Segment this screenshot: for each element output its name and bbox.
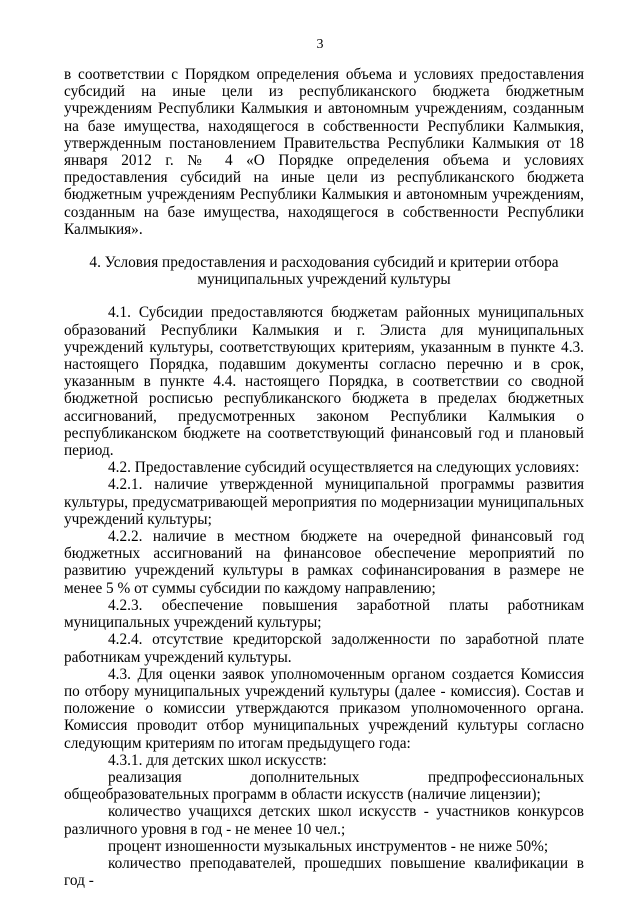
section-heading: [64, 254, 584, 288]
page-number: 3: [316, 37, 324, 52]
paragraph-4-1: 4.1. Субсидии предоставляются бюджетам районных муниципальных образований Республики Калмыкия и г. Элиста для муниципальных учреждений культуры, соответствующих критериям, указанным в пункте 4.3. настоящего Порядка, подавшим документы согласно перечню и в срок, указанным в пункте 4.4. настоящего Порядка, в соответствии со сводной бюджетной росписью республиканского бюджета в пределах бюджетных ассигнований, предусмотренных законом Республики Калмыкия о республиканском бюджете на соответствующий финансовый год и плановый период.: [64, 304, 584, 460]
section-heading-line-2: муниципальных учреждений культуры: [197, 271, 451, 289]
paragraph-intro: в соответствии с Порядком определения объема и условиях предоставления субсидий на иные цели из республиканского бюджета бюджетным учреждениям Республики Калмыкия и автономным учреждениям, созданным на базе имущества, находящегося в собственности Республики Калмыкия, утвержденным постановлением Правительства Республики Калмыкия от 18 января 2012 г. № 4 «О Порядке определения объема и условиях предоставления субсидий на иные цели из республиканского бюджета бюджетным учреждениям Республики Калмыкия и автономным учреждениям, созданным на базе имущества, находящегося в собственности Республики Калмыкия».: [64, 66, 584, 238]
paragraph-4-3: 4.3. Для оценки заявок уполномоченным органом создается Комиссия по отбору муниципальных учреждений культуры (далее - комиссия). Состав и положение о комиссии утверждаются приказом уполномоченного органа. Комиссия проводит отбор муниципальных учреждений культуры согласно следующим критериям по итогам предыдущего года:: [64, 665, 584, 752]
paragraph-4-2-2: 4.2.2. наличие в местном бюджете на очередной финансовый год бюджетных ассигнований на финансовое обеспечение мероприятий по развитию учреждений культуры в рамках софинансирования в размере не менее 5 % от суммы субсидии по каждому направлению;: [64, 528, 584, 597]
paragraph-4-3-1: 4.3.1. для детских школ искусств:: [108, 751, 327, 769]
criterion-programs: реализация дополнительных предпрофессиональных общеобразовательных программ в области искусств (наличие лицензии);: [64, 768, 584, 804]
criterion-competition-participants: количество учащихся детских школ искусств - участников конкурсов различного уровня в год - не менее 10 чел.;: [64, 803, 584, 838]
paragraph-4-2-1: 4.2.1. наличие утвержденной муниципальной программы развития культуры, предусматривающей мероприятия по модернизации муниципальных учреждений культуры;: [64, 476, 584, 528]
paragraph-4-2-4: 4.2.4. отсутствие кредиторской задолженности по заработной плате работникам учреждений культуры.: [64, 631, 584, 666]
section-heading-line-1: 4. Условия предоставления и расходования субсидий и критерии отбора: [89, 254, 559, 272]
paragraph-4-2-3: 4.2.3. обеспечение повышения заработной платы работникам муниципальных учреждений культуры;: [64, 596, 584, 632]
criterion-teacher-training: количество преподавателей, прошедших повышение квалификации в год -: [64, 854, 584, 890]
document-body: [64, 66, 584, 889]
criterion-instrument-wear: процент изношенности музыкальных инструментов - не ниже 50%;: [108, 837, 549, 855]
paragraph-4-2: 4.2. Предоставление субсидий осуществляется на следующих условиях:: [108, 459, 580, 477]
